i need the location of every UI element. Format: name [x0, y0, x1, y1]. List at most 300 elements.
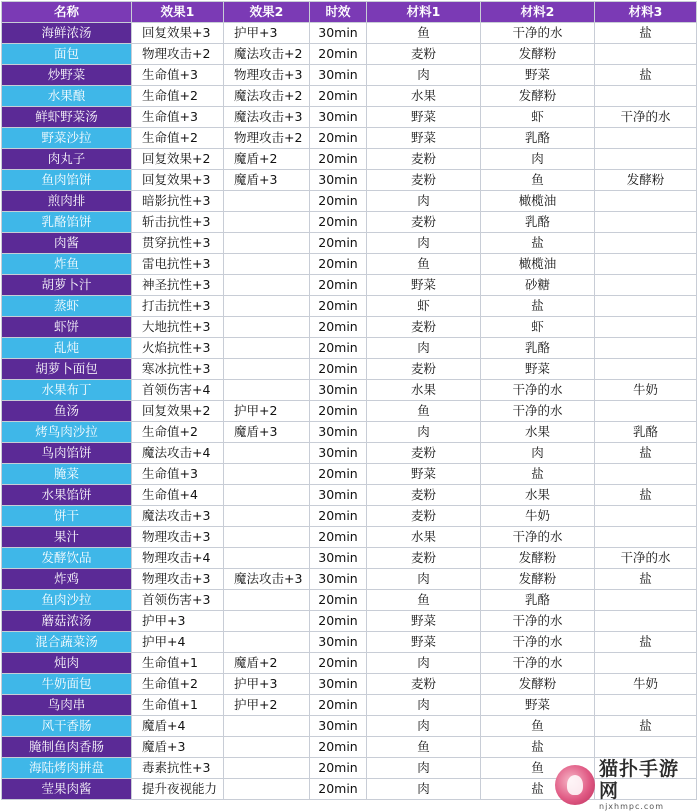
effect2-cell: 魔盾+2	[224, 149, 310, 170]
watermark-title: 猫扑手游网	[599, 758, 680, 802]
material2-cell: 乳酪	[481, 338, 595, 359]
material3-cell	[595, 296, 697, 317]
duration-cell: 30min	[310, 23, 367, 44]
watermark-url: njxhmpc.com	[599, 802, 664, 811]
table-row	[2, 275, 697, 296]
effect1-cell: 大地抗性+3	[132, 317, 224, 338]
duration-cell: 30min	[310, 443, 367, 464]
material3-cell	[595, 590, 697, 611]
effect2-cell	[224, 359, 310, 380]
effect1-cell: 生命值+2	[132, 674, 224, 695]
col-material2-header: 材料2	[481, 2, 595, 23]
duration-cell: 30min	[310, 674, 367, 695]
material3-cell	[595, 191, 697, 212]
material1-cell: 野菜	[367, 611, 481, 632]
table-row	[2, 464, 697, 485]
dish-name: 鲜虾野菜汤	[2, 107, 132, 128]
table-row	[2, 65, 697, 86]
col-effect1-header: 效果1	[132, 2, 224, 23]
dish-name: 水果布丁	[2, 380, 132, 401]
effect1-cell: 生命值+1	[132, 653, 224, 674]
material2-cell: 干净的水	[481, 653, 595, 674]
effect1-cell: 雷电抗性+3	[132, 254, 224, 275]
dish-name: 风干香肠	[2, 716, 132, 737]
dish-name: 牛奶面包	[2, 674, 132, 695]
duration-cell: 20min	[310, 317, 367, 338]
effect2-cell	[224, 716, 310, 737]
dish-name: 海陆烤肉拼盘	[2, 758, 132, 779]
effect1-cell: 首领伤害+3	[132, 590, 224, 611]
material1-cell: 麦粉	[367, 212, 481, 233]
material1-cell: 鱼	[367, 590, 481, 611]
material2-cell: 虾	[481, 107, 595, 128]
material3-cell	[595, 653, 697, 674]
effect1-cell: 护甲+4	[132, 632, 224, 653]
material1-cell: 肉	[367, 191, 481, 212]
material1-cell: 麦粉	[367, 674, 481, 695]
recipe-table	[1, 1, 697, 800]
dish-name: 果汁	[2, 527, 132, 548]
material2-cell: 乳酪	[481, 128, 595, 149]
material1-cell: 虾	[367, 296, 481, 317]
material3-cell: 发酵粉	[595, 170, 697, 191]
effect1-cell: 护甲+3	[132, 611, 224, 632]
material1-cell: 野菜	[367, 128, 481, 149]
dish-name: 煎肉排	[2, 191, 132, 212]
dish-name: 乱炖	[2, 338, 132, 359]
effect2-cell: 魔法攻击+3	[224, 569, 310, 590]
duration-cell: 20min	[310, 590, 367, 611]
material2-cell: 发酵粉	[481, 569, 595, 590]
effect2-cell	[224, 212, 310, 233]
material3-cell	[595, 149, 697, 170]
material1-cell: 麦粉	[367, 485, 481, 506]
material2-cell: 砂糖	[481, 275, 595, 296]
duration-cell: 20min	[310, 296, 367, 317]
effect2-cell	[224, 380, 310, 401]
duration-cell: 20min	[310, 779, 367, 800]
material2-cell: 干净的水	[481, 380, 595, 401]
table-row	[2, 422, 697, 443]
effect2-cell: 魔法攻击+2	[224, 86, 310, 107]
effect2-cell	[224, 506, 310, 527]
dish-name: 蘑菇浓汤	[2, 611, 132, 632]
material2-cell: 盐	[481, 464, 595, 485]
effect1-cell: 提升夜视能力	[132, 779, 224, 800]
effect1-cell: 物理攻击+3	[132, 569, 224, 590]
duration-cell: 20min	[310, 128, 367, 149]
material1-cell: 肉	[367, 653, 481, 674]
effect1-cell: 首领伤害+4	[132, 380, 224, 401]
material1-cell: 水果	[367, 86, 481, 107]
material3-cell	[595, 695, 697, 716]
material1-cell: 水果	[367, 527, 481, 548]
material3-cell	[595, 464, 697, 485]
effect2-cell	[224, 338, 310, 359]
effect2-cell	[224, 317, 310, 338]
material2-cell: 盐	[481, 233, 595, 254]
duration-cell: 30min	[310, 422, 367, 443]
effect1-cell: 贯穿抗性+3	[132, 233, 224, 254]
material3-cell: 盐	[595, 485, 697, 506]
material1-cell: 肉	[367, 779, 481, 800]
duration-cell: 20min	[310, 506, 367, 527]
table-row	[2, 233, 697, 254]
dish-name: 肉酱	[2, 233, 132, 254]
material1-cell: 鱼	[367, 254, 481, 275]
effect2-cell: 护甲+3	[224, 674, 310, 695]
material1-cell: 野菜	[367, 464, 481, 485]
table-row	[2, 212, 697, 233]
effect1-cell: 生命值+4	[132, 485, 224, 506]
effect1-cell: 魔盾+4	[132, 716, 224, 737]
material1-cell: 麦粉	[367, 359, 481, 380]
material2-cell: 发酵粉	[481, 86, 595, 107]
table-row	[2, 401, 697, 422]
dish-name: 发酵饮品	[2, 548, 132, 569]
table-row	[2, 191, 697, 212]
table-row	[2, 695, 697, 716]
dish-name: 饼干	[2, 506, 132, 527]
effect2-cell: 魔法攻击+3	[224, 107, 310, 128]
material2-cell: 肉	[481, 443, 595, 464]
effect1-cell: 神圣抗性+3	[132, 275, 224, 296]
material3-cell: 盐	[595, 443, 697, 464]
effect1-cell: 暗影抗性+3	[132, 191, 224, 212]
table-row	[2, 128, 697, 149]
table-row	[2, 107, 697, 128]
effect2-cell: 魔法攻击+2	[224, 44, 310, 65]
effect2-cell	[224, 254, 310, 275]
duration-cell: 30min	[310, 548, 367, 569]
material2-cell: 发酵粉	[481, 674, 595, 695]
material2-cell: 橄榄油	[481, 254, 595, 275]
table-header	[2, 2, 697, 23]
dish-name: 海鲜浓汤	[2, 23, 132, 44]
material2-cell: 干净的水	[481, 401, 595, 422]
material3-cell	[595, 737, 697, 758]
material2-cell: 鱼	[481, 716, 595, 737]
col-effect2-header: 效果2	[224, 2, 310, 23]
material3-cell	[595, 338, 697, 359]
duration-cell: 30min	[310, 170, 367, 191]
effect1-cell: 回复效果+3	[132, 23, 224, 44]
duration-cell: 30min	[310, 380, 367, 401]
effect2-cell: 护甲+2	[224, 401, 310, 422]
material2-cell: 水果	[481, 422, 595, 443]
material3-cell: 盐	[595, 65, 697, 86]
dish-name: 乳酪馅饼	[2, 212, 132, 233]
table-row	[2, 296, 697, 317]
effect2-cell	[224, 527, 310, 548]
effect1-cell: 魔法攻击+3	[132, 506, 224, 527]
material3-cell: 盐	[595, 23, 697, 44]
effect2-cell	[224, 779, 310, 800]
material1-cell: 水果	[367, 380, 481, 401]
table-row	[2, 254, 697, 275]
duration-cell: 20min	[310, 233, 367, 254]
table-row	[2, 653, 697, 674]
effect2-cell	[224, 275, 310, 296]
material2-cell: 干净的水	[481, 632, 595, 653]
material2-cell: 干净的水	[481, 527, 595, 548]
effect1-cell: 生命值+3	[132, 107, 224, 128]
material2-cell: 野菜	[481, 359, 595, 380]
dish-name: 鱼汤	[2, 401, 132, 422]
material2-cell: 水果	[481, 485, 595, 506]
material2-cell: 盐	[481, 296, 595, 317]
material1-cell: 肉	[367, 695, 481, 716]
dish-name: 野菜沙拉	[2, 128, 132, 149]
material2-cell: 肉	[481, 149, 595, 170]
effect1-cell: 回复效果+2	[132, 401, 224, 422]
material3-cell	[595, 128, 697, 149]
duration-cell: 20min	[310, 275, 367, 296]
effect1-cell: 物理攻击+3	[132, 527, 224, 548]
material3-cell	[595, 275, 697, 296]
effect1-cell: 魔法攻击+4	[132, 443, 224, 464]
material3-cell	[595, 233, 697, 254]
material2-cell: 虾	[481, 317, 595, 338]
material2-cell: 牛奶	[481, 506, 595, 527]
effect2-cell	[224, 590, 310, 611]
material1-cell: 麦粉	[367, 506, 481, 527]
effect1-cell: 毒素抗性+3	[132, 758, 224, 779]
dish-name: 鸟肉串	[2, 695, 132, 716]
effect2-cell	[224, 443, 310, 464]
dish-name: 胡萝卜汁	[2, 275, 132, 296]
effect1-cell: 魔盾+3	[132, 737, 224, 758]
material3-cell	[595, 44, 697, 65]
table-row	[2, 359, 697, 380]
dish-name: 炸鸡	[2, 569, 132, 590]
material1-cell: 肉	[367, 422, 481, 443]
effect2-cell	[224, 632, 310, 653]
material1-cell: 肉	[367, 338, 481, 359]
material2-cell: 干净的水	[481, 23, 595, 44]
material2-cell: 盐	[481, 737, 595, 758]
dish-name: 鱼肉沙拉	[2, 590, 132, 611]
effect2-cell	[224, 548, 310, 569]
duration-cell: 20min	[310, 401, 367, 422]
table-row	[2, 149, 697, 170]
duration-cell: 20min	[310, 737, 367, 758]
table-row	[2, 674, 697, 695]
table-row	[2, 506, 697, 527]
material3-cell	[595, 86, 697, 107]
dish-name: 炒野菜	[2, 65, 132, 86]
duration-cell: 20min	[310, 695, 367, 716]
dish-name: 蒸虾	[2, 296, 132, 317]
duration-cell: 20min	[310, 359, 367, 380]
material2-cell: 盐	[481, 779, 595, 800]
duration-cell: 20min	[310, 149, 367, 170]
duration-cell: 20min	[310, 44, 367, 65]
material1-cell: 麦粉	[367, 44, 481, 65]
duration-cell: 20min	[310, 653, 367, 674]
material3-cell	[595, 506, 697, 527]
material3-cell: 乳酪	[595, 422, 697, 443]
effect2-cell	[224, 464, 310, 485]
duration-cell: 30min	[310, 485, 367, 506]
duration-cell: 20min	[310, 254, 367, 275]
dish-name: 鱼肉馅饼	[2, 170, 132, 191]
material3-cell	[595, 527, 697, 548]
dish-name: 混合蔬菜汤	[2, 632, 132, 653]
effect2-cell: 护甲+2	[224, 695, 310, 716]
material3-cell	[595, 317, 697, 338]
material1-cell: 麦粉	[367, 170, 481, 191]
material1-cell: 肉	[367, 569, 481, 590]
effect1-cell: 回复效果+2	[132, 149, 224, 170]
effect2-cell	[224, 233, 310, 254]
duration-cell: 30min	[310, 107, 367, 128]
effect2-cell: 物理攻击+3	[224, 65, 310, 86]
material2-cell: 乳酪	[481, 212, 595, 233]
material3-cell: 盐	[595, 569, 697, 590]
duration-cell: 30min	[310, 632, 367, 653]
table-row	[2, 632, 697, 653]
material1-cell: 肉	[367, 233, 481, 254]
duration-cell: 20min	[310, 758, 367, 779]
material2-cell: 发酵粉	[481, 548, 595, 569]
material3-cell	[595, 401, 697, 422]
table-row	[2, 443, 697, 464]
col-name-header: 名称	[2, 2, 132, 23]
dish-name: 肉丸子	[2, 149, 132, 170]
effect2-cell: 护甲+3	[224, 23, 310, 44]
effect2-cell	[224, 737, 310, 758]
col-material1-header: 材料1	[367, 2, 481, 23]
effect1-cell: 生命值+2	[132, 86, 224, 107]
table-row	[2, 590, 697, 611]
effect1-cell: 斩击抗性+3	[132, 212, 224, 233]
material1-cell: 鱼	[367, 737, 481, 758]
table-row	[2, 317, 697, 338]
effect2-cell: 魔盾+3	[224, 170, 310, 191]
table-row	[2, 23, 697, 44]
material1-cell: 麦粉	[367, 149, 481, 170]
material1-cell: 野菜	[367, 632, 481, 653]
dish-name: 炖肉	[2, 653, 132, 674]
col-duration-header: 时效	[310, 2, 367, 23]
header-row	[2, 2, 697, 23]
duration-cell: 30min	[310, 716, 367, 737]
material3-cell: 盐	[595, 632, 697, 653]
effect2-cell	[224, 611, 310, 632]
effect1-cell: 生命值+1	[132, 695, 224, 716]
material2-cell: 鱼	[481, 170, 595, 191]
watermark	[555, 760, 693, 810]
effect1-cell: 物理攻击+2	[132, 44, 224, 65]
table-row	[2, 548, 697, 569]
table-row	[2, 338, 697, 359]
material3-cell: 牛奶	[595, 674, 697, 695]
effect2-cell: 物理攻击+2	[224, 128, 310, 149]
material2-cell: 发酵粉	[481, 44, 595, 65]
dish-name: 腌菜	[2, 464, 132, 485]
duration-cell: 20min	[310, 611, 367, 632]
effect2-cell: 魔盾+3	[224, 422, 310, 443]
material1-cell: 肉	[367, 758, 481, 779]
cat-logo-icon	[555, 765, 595, 805]
table-row	[2, 86, 697, 107]
table-row	[2, 380, 697, 401]
table-body	[2, 23, 697, 800]
dish-name: 胡萝卜面包	[2, 359, 132, 380]
dish-name: 水果馅饼	[2, 485, 132, 506]
material1-cell: 麦粉	[367, 548, 481, 569]
table-row	[2, 44, 697, 65]
material1-cell: 鱼	[367, 401, 481, 422]
dish-name: 面包	[2, 44, 132, 65]
effect2-cell	[224, 191, 310, 212]
table-row	[2, 485, 697, 506]
material2-cell: 乳酪	[481, 590, 595, 611]
duration-cell: 30min	[310, 569, 367, 590]
table-row	[2, 170, 697, 191]
material3-cell: 盐	[595, 716, 697, 737]
material3-cell	[595, 359, 697, 380]
material1-cell: 野菜	[367, 107, 481, 128]
table-row	[2, 527, 697, 548]
dish-name: 虾饼	[2, 317, 132, 338]
material2-cell: 野菜	[481, 695, 595, 716]
material2-cell: 橄榄油	[481, 191, 595, 212]
effect1-cell: 回复效果+3	[132, 170, 224, 191]
effect2-cell	[224, 758, 310, 779]
dish-name: 烤鸟肉沙拉	[2, 422, 132, 443]
effect1-cell: 生命值+2	[132, 128, 224, 149]
duration-cell: 20min	[310, 527, 367, 548]
table-row	[2, 611, 697, 632]
dish-name: 莹果肉酱	[2, 779, 132, 800]
material3-cell	[595, 254, 697, 275]
duration-cell: 20min	[310, 212, 367, 233]
material1-cell: 肉	[367, 716, 481, 737]
table-row	[2, 569, 697, 590]
effect1-cell: 生命值+3	[132, 464, 224, 485]
dish-name: 鸟肉馅饼	[2, 443, 132, 464]
effect1-cell: 打击抗性+3	[132, 296, 224, 317]
duration-cell: 20min	[310, 86, 367, 107]
effect1-cell: 物理攻击+4	[132, 548, 224, 569]
material2-cell: 野菜	[481, 65, 595, 86]
duration-cell: 20min	[310, 338, 367, 359]
duration-cell: 20min	[310, 191, 367, 212]
effect2-cell	[224, 296, 310, 317]
col-material3-header: 材料3	[595, 2, 697, 23]
dish-name: 腌制鱼肉香肠	[2, 737, 132, 758]
duration-cell: 20min	[310, 464, 367, 485]
effect2-cell	[224, 485, 310, 506]
dish-name: 水果酿	[2, 86, 132, 107]
material3-cell: 干净的水	[595, 548, 697, 569]
effect2-cell: 魔盾+2	[224, 653, 310, 674]
material1-cell: 野菜	[367, 275, 481, 296]
material3-cell	[595, 212, 697, 233]
duration-cell: 30min	[310, 65, 367, 86]
material1-cell: 麦粉	[367, 317, 481, 338]
material1-cell: 麦粉	[367, 443, 481, 464]
material2-cell: 干净的水	[481, 611, 595, 632]
material2-cell: 鱼	[481, 758, 595, 779]
material3-cell	[595, 611, 697, 632]
effect1-cell: 生命值+2	[132, 422, 224, 443]
table-row	[2, 716, 697, 737]
material1-cell: 鱼	[367, 23, 481, 44]
material1-cell: 肉	[367, 65, 481, 86]
